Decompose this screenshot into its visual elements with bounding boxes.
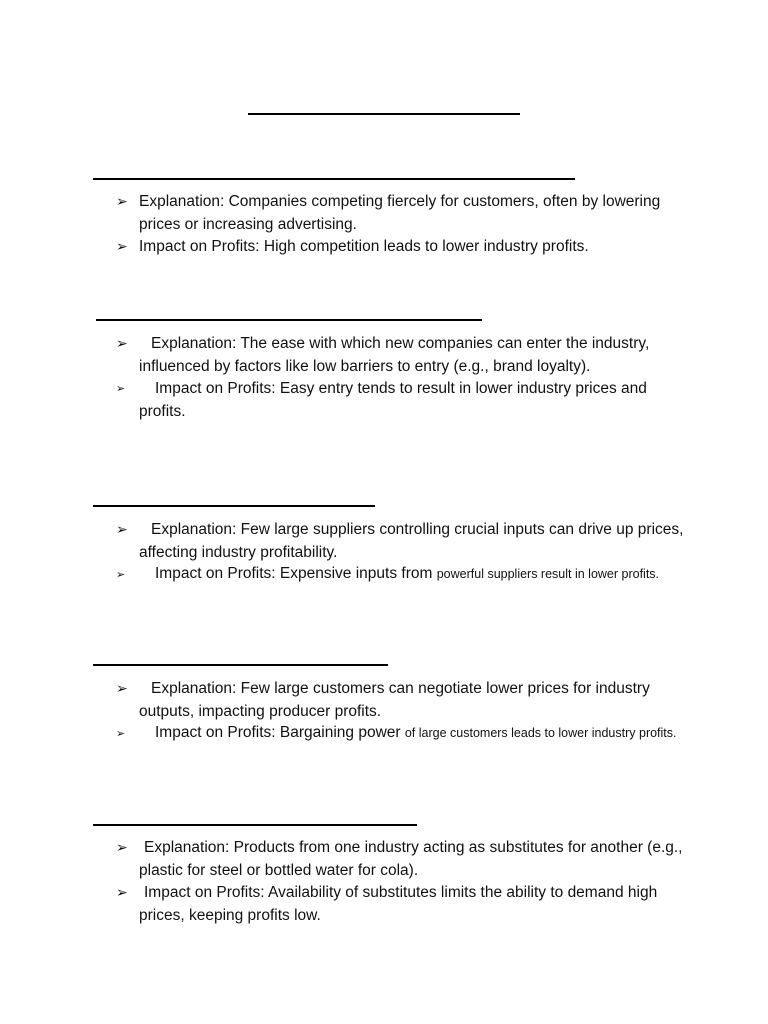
section-3-bullet-list [116,519,696,584]
arrow-bullet-icon: ➢ [116,239,128,255]
section-4-explanation-text: Explanation: Few large customers can negotiate lower prices for industry outputs, impacting producer profits. [139,680,650,720]
arrow-bullet-icon: ➢ [116,727,126,740]
arrow-bullet-icon: ➢ [116,194,128,210]
section-5-impact-text: Impact on Profits: Availability of substitutes limits the ability to demand high prices, keeping profits low. [139,884,658,924]
arrow-bullet-icon: ➢ [116,885,128,901]
section-2-bullet-list [116,333,696,423]
section-5-bullet-list [116,837,696,927]
section-2-heading-blank-line [96,319,482,321]
arrow-bullet-icon: ➢ [116,336,128,352]
section-3-impact-text-main: Impact on Profits: Expensive inputs from [155,565,433,582]
section-3-impact-bullet [116,564,696,584]
section-4-impact-text-main: Impact on Profits: Bargaining power [155,724,401,741]
section-5-heading-blank-line [93,824,417,826]
arrow-bullet-icon: ➢ [116,522,128,538]
section-3-explanation-text: Explanation: Few large suppliers controlling crucial inputs can drive up prices, affecting industry profitability. [139,521,684,561]
section-4-bullet-list [116,678,696,743]
section-5-explanation-text: Explanation: Products from one industry acting as substitutes for another (e.g., plastic for steel or bottled water for cola). [139,839,683,879]
title-blank-line [248,113,520,115]
section-1-bullet-list [116,191,696,259]
section-3-impact-text-small: powerful suppliers result in lower profits. [436,567,660,581]
section-1-impact-text: Impact on Profits: High competition leads to lower industry profits. [139,238,589,255]
section-2-explanation-bullet [116,333,696,378]
section-4-heading-blank-line [93,664,388,666]
section-2-impact-bullet [116,378,696,423]
section-5-impact-bullet [116,882,696,927]
section-2-impact-text: Impact on Profits: Easy entry tends to result in lower industry prices and profits. [139,380,647,420]
section-4-impact-text-small: of large customers leads to lower industry profits. [404,726,677,740]
section-1-explanation-bullet [116,191,696,236]
arrow-bullet-icon: ➢ [116,382,126,395]
section-5-explanation-bullet [116,837,696,882]
section-1-heading-blank-line [93,178,575,180]
arrow-bullet-icon: ➢ [116,568,126,581]
section-4-impact-bullet [116,723,696,743]
section-2-explanation-text: Explanation: The ease with which new companies can enter the industry, influenced by factors like low barriers to entry (e.g., brand loyalty). [139,335,650,375]
section-4-explanation-bullet [116,678,696,723]
section-3-heading-blank-line [93,505,375,507]
section-1-explanation-text: Explanation: Companies competing fiercely for customers, often by lowering prices or increasing advertising. [139,193,661,233]
arrow-bullet-icon: ➢ [116,840,128,856]
arrow-bullet-icon: ➢ [116,681,128,697]
section-3-explanation-bullet [116,519,696,564]
section-1-impact-bullet [116,236,696,259]
